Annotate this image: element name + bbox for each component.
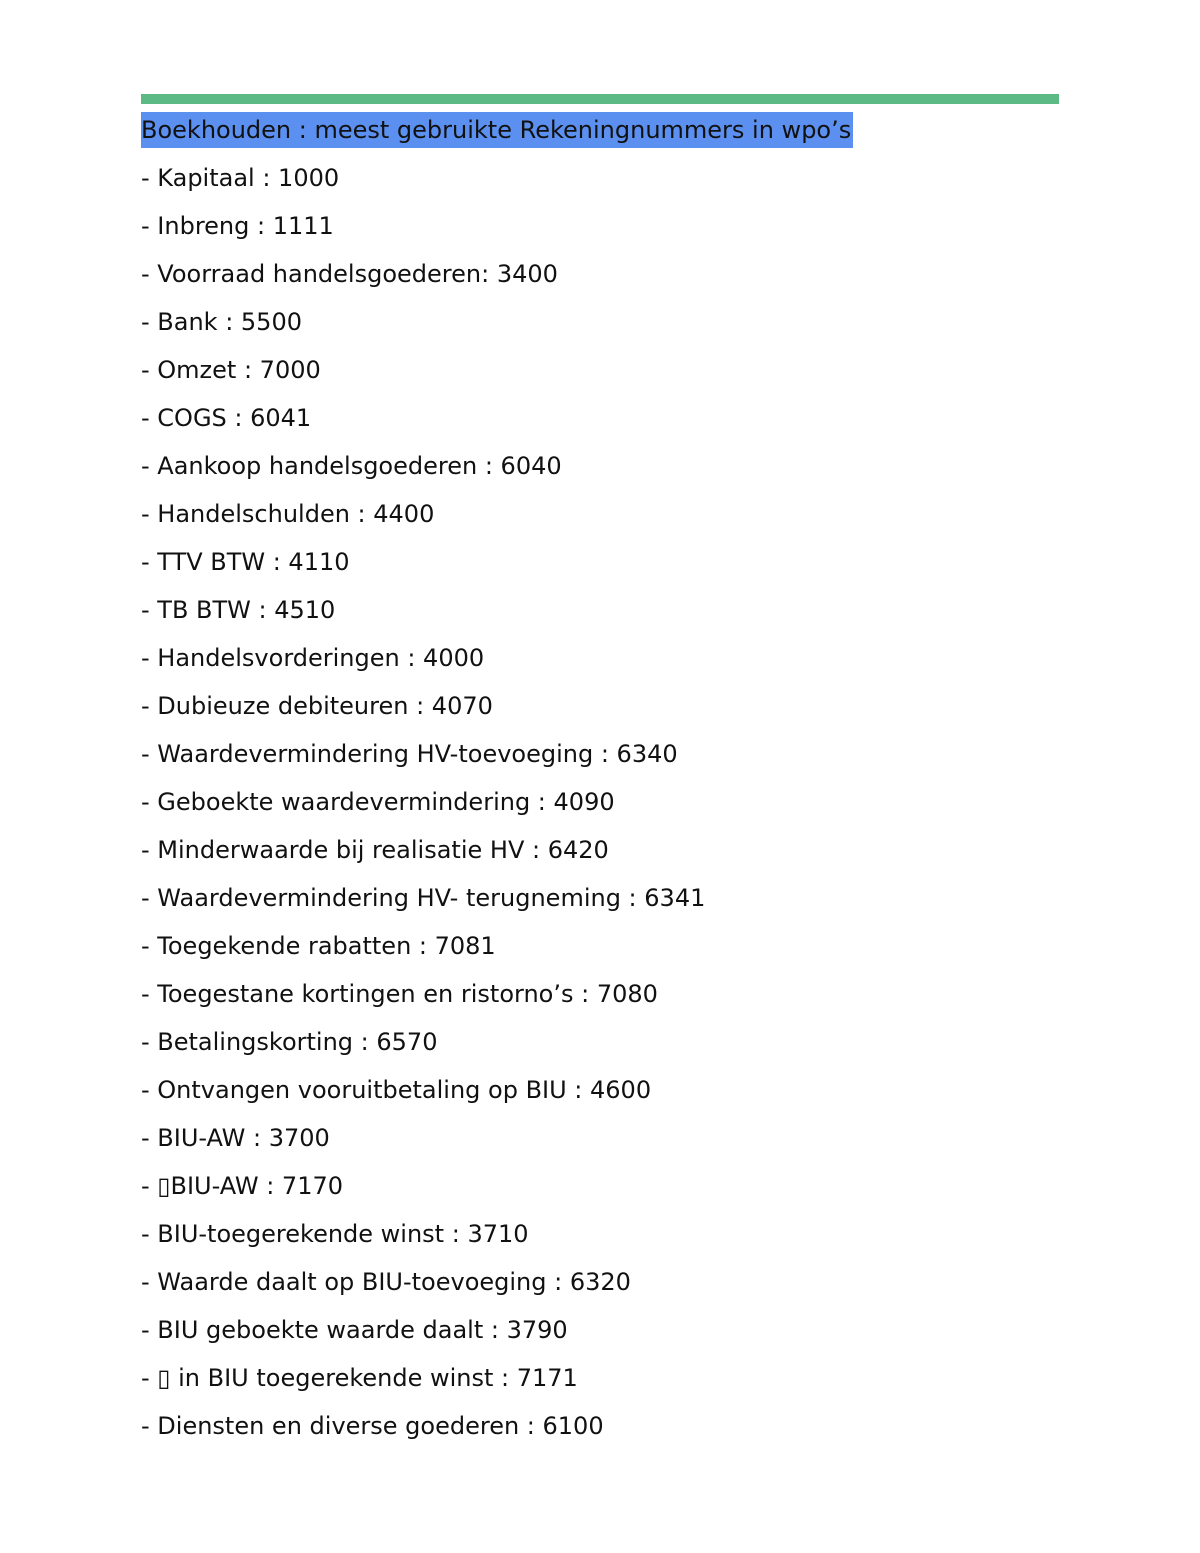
document-title: Boekhouden : meest gebruikte Rekeningnummers in wpo’s [141, 112, 853, 148]
list-item: - Aankoop handelsgoederen : 6040 [141, 452, 562, 480]
list-item: - Ontvangen vooruitbetaling op BIU : 4600 [141, 1076, 652, 1104]
list-item: - Waardevermindering HV-toevoeging : 6340 [141, 740, 678, 768]
list-item: - BIU-AW : 3700 [141, 1124, 330, 1152]
list-item: - Dubieuze debiteuren : 4070 [141, 692, 493, 720]
list-item: - Diensten en diverse goederen : 6100 [141, 1412, 604, 1440]
list-item: - Geboekte waardevermindering : 4090 [141, 788, 615, 816]
list-item: - TB BTW : 4510 [141, 596, 336, 624]
list-item: - BIU geboekte waarde daalt : 3790 [141, 1316, 568, 1344]
list-item: - Inbreng : 1111 [141, 212, 334, 240]
list-item: - COGS : 6041 [141, 404, 312, 432]
account-list [141, 156, 705, 1452]
list-item: - Betalingskorting : 6570 [141, 1028, 438, 1056]
list-item: - Waardevermindering HV- terugneming : 6341 [141, 884, 706, 912]
list-item: - Handelschulden : 4400 [141, 500, 435, 528]
list-item: - BIU-toegerekende winst : 3710 [141, 1220, 529, 1248]
list-item: - Kapitaal : 1000 [141, 164, 340, 192]
list-item: - Voorraad handelsgoederen: 3400 [141, 260, 558, 288]
list-item: - Toegestane kortingen en ristorno’s : 7080 [141, 980, 658, 1008]
list-item: - Minderwaarde bij realisatie HV : 6420 [141, 836, 609, 864]
top-divider [141, 94, 1059, 104]
list-item: - ▯ in BIU toegerekende winst : 7171 [141, 1364, 578, 1392]
list-item: - Bank : 5500 [141, 308, 302, 336]
list-item: - Omzet : 7000 [141, 356, 321, 384]
list-item: - Waarde daalt op BIU-toevoeging : 6320 [141, 1268, 631, 1296]
list-item: - Toegekende rabatten : 7081 [141, 932, 496, 960]
list-item: - TTV BTW : 4110 [141, 548, 350, 576]
list-item: - ▯BIU-AW : 7170 [141, 1172, 343, 1200]
list-item: - Handelsvorderingen : 4000 [141, 644, 485, 672]
